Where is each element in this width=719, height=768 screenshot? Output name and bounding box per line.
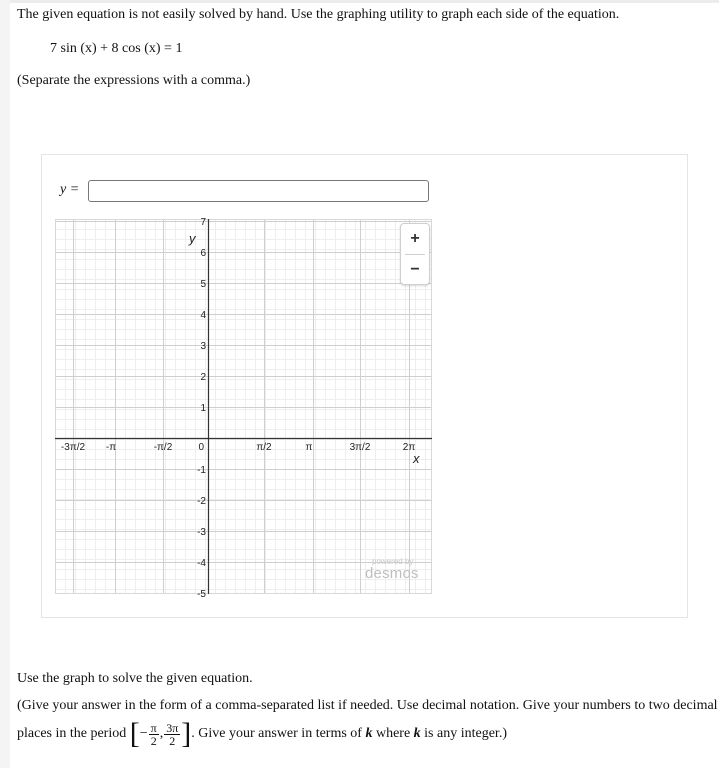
period-right-num: 3π [166,720,179,735]
question-line-2: (Give your answer in the form of a comma-separated list if needed. Use decimal notation. Give your numbers to two decimal [17,698,718,713]
graph-svg[interactable] [55,217,432,600]
zoom-in-button[interactable]: + [410,230,420,247]
y-equals-label: y = [60,182,80,197]
period-right-fraction [164,722,180,747]
powered-by-text: powered by [372,557,414,566]
x-tick-label: -3π/2 [60,442,86,453]
y-tick-label: -3 [197,527,206,538]
top-border [10,0,719,3]
period-comma: , [159,726,164,741]
separate-note: (Separate the expressions with a comma.) [17,73,251,88]
x-tick-label: -π [105,442,117,453]
x-tick-label: π [305,442,313,453]
graph-canvas[interactable] [55,217,432,600]
answer-terms-text: . Give your answer in terms of [191,726,362,741]
k-variable: k [365,726,373,741]
y-tick-label: -4 [197,558,206,569]
integer-text: is any integer.) [424,726,507,741]
left-sidebar-strip [0,0,10,768]
x-tick-label: 0 [198,442,204,453]
x-tick-label: -π/2 [153,442,173,453]
period-left-sign: − [139,726,148,741]
y-axis-label: y [189,231,196,246]
y-tick-label: 5 [200,279,206,290]
y-tick-label: 6 [200,248,206,259]
k-variable-2: k [413,726,421,741]
y-tick-label: 7 [200,217,206,228]
y-tick-label: 3 [200,341,206,352]
question-line-1: Use the graph to solve the given equation. [17,671,253,686]
x-tick-label: π/2 [256,442,272,453]
x-tick-label: 2π [402,442,416,453]
desmos-logo: desmos [365,565,419,582]
y-tick-label: -1 [197,465,206,476]
x-axis-label: x [413,451,420,466]
where-text: where [375,726,411,741]
question-line-3 [17,717,507,751]
period-left-den: 2 [150,733,157,748]
period-right-den: 2 [169,733,176,748]
period-intro: places in the period [17,726,127,741]
period-left-fraction [149,722,159,747]
given-equation: 7 sin (x) + 8 cos (x) = 1 [50,41,183,56]
right-bracket-icon: ] [181,717,192,750]
y-tick-label: 4 [200,310,206,321]
zoom-out-button[interactable]: − [410,261,420,278]
function-input[interactable] [88,180,429,202]
period-left-num: π [150,720,157,735]
y-tick-label: -5 [197,589,206,600]
y-tick-label: 1 [200,403,206,414]
zoom-controls [400,223,430,285]
x-tick-label: 3π/2 [349,442,371,453]
y-tick-label: 2 [200,372,206,383]
left-bracket-icon: [ [129,717,140,750]
instruction-text: The given equation is not easily solved by hand. Use the graphing utility to graph each side of the equation. [17,7,620,22]
y-tick-label: -2 [197,496,206,507]
